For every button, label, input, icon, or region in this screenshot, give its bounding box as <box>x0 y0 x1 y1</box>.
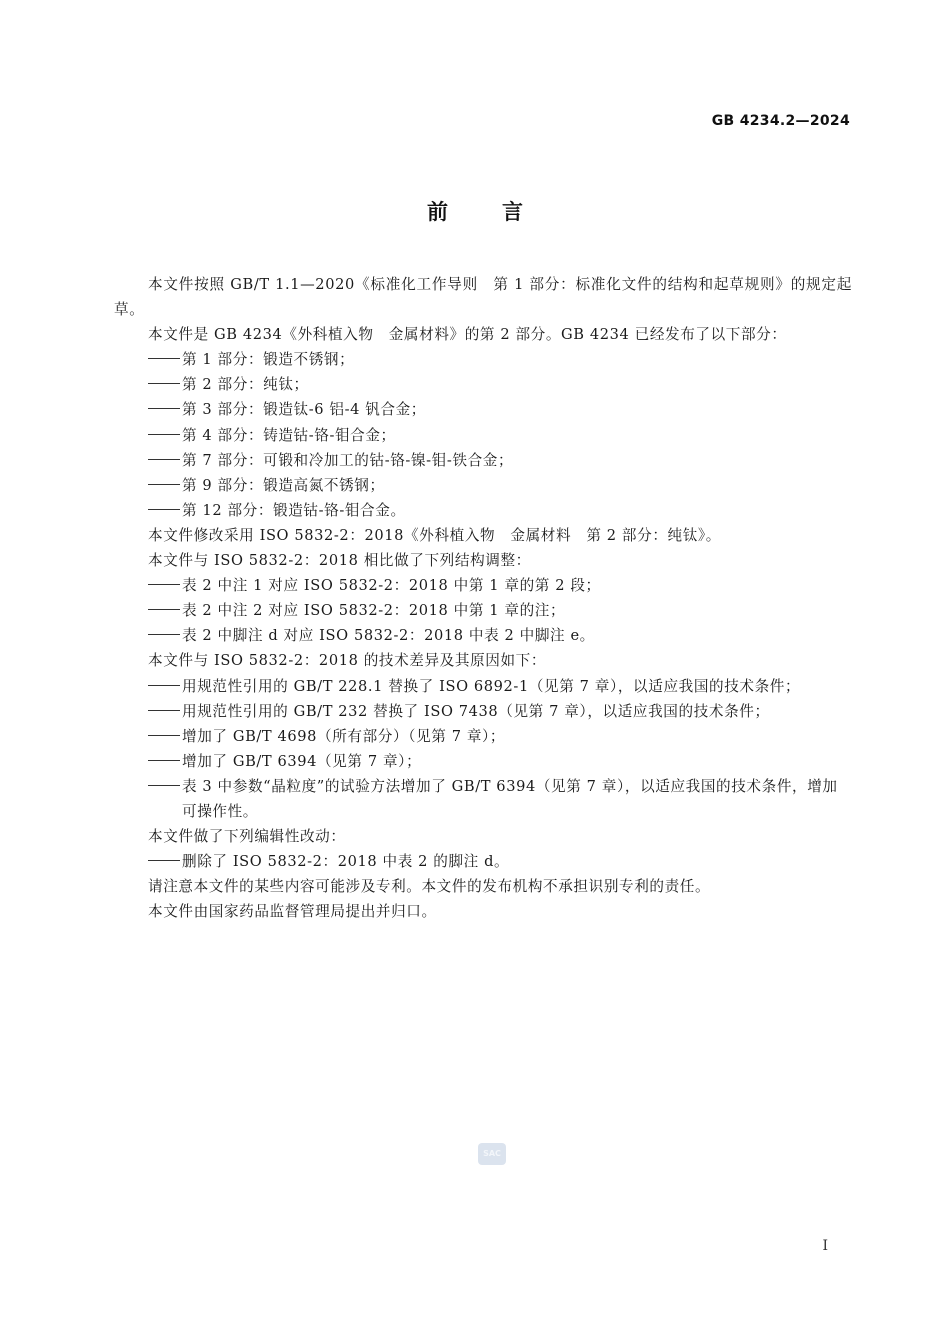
dash-mark <box>148 423 182 448</box>
paragraph-part-info: 本文件是 GB 4234《外科植入物 金属材料》的第 2 部分。GB 4234 已经发布了以下部分： <box>148 326 787 344</box>
dash-mark <box>148 724 182 749</box>
dash-mark <box>148 448 182 473</box>
page-number: Ⅰ <box>822 1238 828 1254</box>
dash-mark <box>148 598 182 623</box>
list-item <box>114 397 852 422</box>
list-item <box>114 623 852 648</box>
list-item <box>114 498 852 523</box>
paragraph-structure-intro: 本文件与 ISO 5832-2：2018 相比做了下列结构调整： <box>148 552 531 570</box>
list-item-text: 用规范性引用的 GB/T 228.1 替换了 ISO 6892-1（见第 7 章），以适应我国的技术条件； <box>182 677 801 695</box>
dash-mark <box>148 699 182 724</box>
list-item <box>114 347 852 372</box>
list-item <box>114 774 852 824</box>
dash-mark <box>148 372 182 397</box>
dash-mark <box>148 774 182 799</box>
standard-code: GB 4234.2—2024 <box>711 113 850 129</box>
list-item-text: 增加了 GB/T 6394（见第 7 章）； <box>182 752 422 770</box>
dash-mark <box>148 623 182 648</box>
list-item-text: 第 2 部分：纯钛； <box>182 376 309 394</box>
dash-mark <box>148 498 182 523</box>
list-item <box>114 372 852 397</box>
list-item-text: 第 4 部分：铸造钴-铬-钼合金； <box>182 426 396 444</box>
paragraph-responsible-authority: 本文件由国家药品监督管理局提出并归口。 <box>148 903 437 921</box>
list-item <box>114 598 852 623</box>
dash-mark <box>148 573 182 598</box>
list-item-text: 删除了 ISO 5832-2：2018 中表 2 的脚注 d。 <box>182 853 510 871</box>
list-item-text: 表 2 中注 1 对应 ISO 5832-2：2018 中第 1 章的第 2 段； <box>182 577 601 595</box>
dash-mark <box>148 674 182 699</box>
list-item <box>114 699 852 724</box>
list-item-text: 增加了 GB/T 4698（所有部分）（见第 7 章）； <box>182 727 506 745</box>
dash-mark <box>148 397 182 422</box>
list-item <box>114 448 852 473</box>
paragraph-technical-intro: 本文件与 ISO 5832-2：2018 的技术差异及其原因如下： <box>148 652 547 670</box>
foreword-body <box>114 272 852 924</box>
page-title: 前言 <box>427 200 577 224</box>
paragraph-drafting-rules: 本文件按照 GB/T 1.1—2020《标准化工作导则 第 1 部分：标准化文件的结构和起草规则》的规定起草。 <box>114 276 852 319</box>
list-item <box>114 573 852 598</box>
list-item-text: 第 7 部分：可锻和冷加工的钴-铬-镍-钼-铁合金； <box>182 451 514 469</box>
paragraph-patent-notice: 请注意本文件的某些内容可能涉及专利。本文件的发布机构不承担识别专利的责任。 <box>148 878 711 896</box>
list-item-text: 第 9 部分：锻造高氮不锈钢； <box>182 476 385 494</box>
list-item-text: 第 12 部分：锻造钴-铬-钼合金。 <box>182 501 406 519</box>
dash-mark <box>148 749 182 774</box>
paragraph-adoption: 本文件修改采用 ISO 5832-2：2018《外科植入物 金属材料 第 2 部分：纯钛》。 <box>148 526 721 544</box>
list-item-text: 第 3 部分：锻造钛-6 铝-4 钒合金； <box>182 401 426 419</box>
list-item-text: 用规范性引用的 GB/T 232 替换了 ISO 7438（见第 7 章），以适应我国的技术条件； <box>182 702 770 720</box>
sac-watermark-logo: SAC <box>478 1143 506 1165</box>
dash-mark <box>148 849 182 874</box>
list-item-text: 表 2 中注 2 对应 ISO 5832-2：2018 中第 1 章的注； <box>182 602 566 620</box>
list-item-text: 表 3 中参数“晶粒度”的试验方法增加了 GB/T 6394（见第 7 章），以适应我国的技术条件，增加可操作性。 <box>182 777 838 820</box>
list-item-text: 第 1 部分：锻造不锈钢； <box>182 351 355 369</box>
list-item <box>114 749 852 774</box>
dash-mark <box>148 473 182 498</box>
list-item <box>114 724 852 749</box>
dash-mark <box>148 347 182 372</box>
list-item <box>114 423 852 448</box>
list-item <box>114 849 852 874</box>
paragraph-editorial-intro: 本文件做了下列编辑性改动： <box>148 828 346 846</box>
list-item <box>114 473 852 498</box>
list-item <box>114 674 852 699</box>
list-item-text: 表 2 中脚注 d 对应 ISO 5832-2：2018 中表 2 中脚注 e。 <box>182 627 595 645</box>
